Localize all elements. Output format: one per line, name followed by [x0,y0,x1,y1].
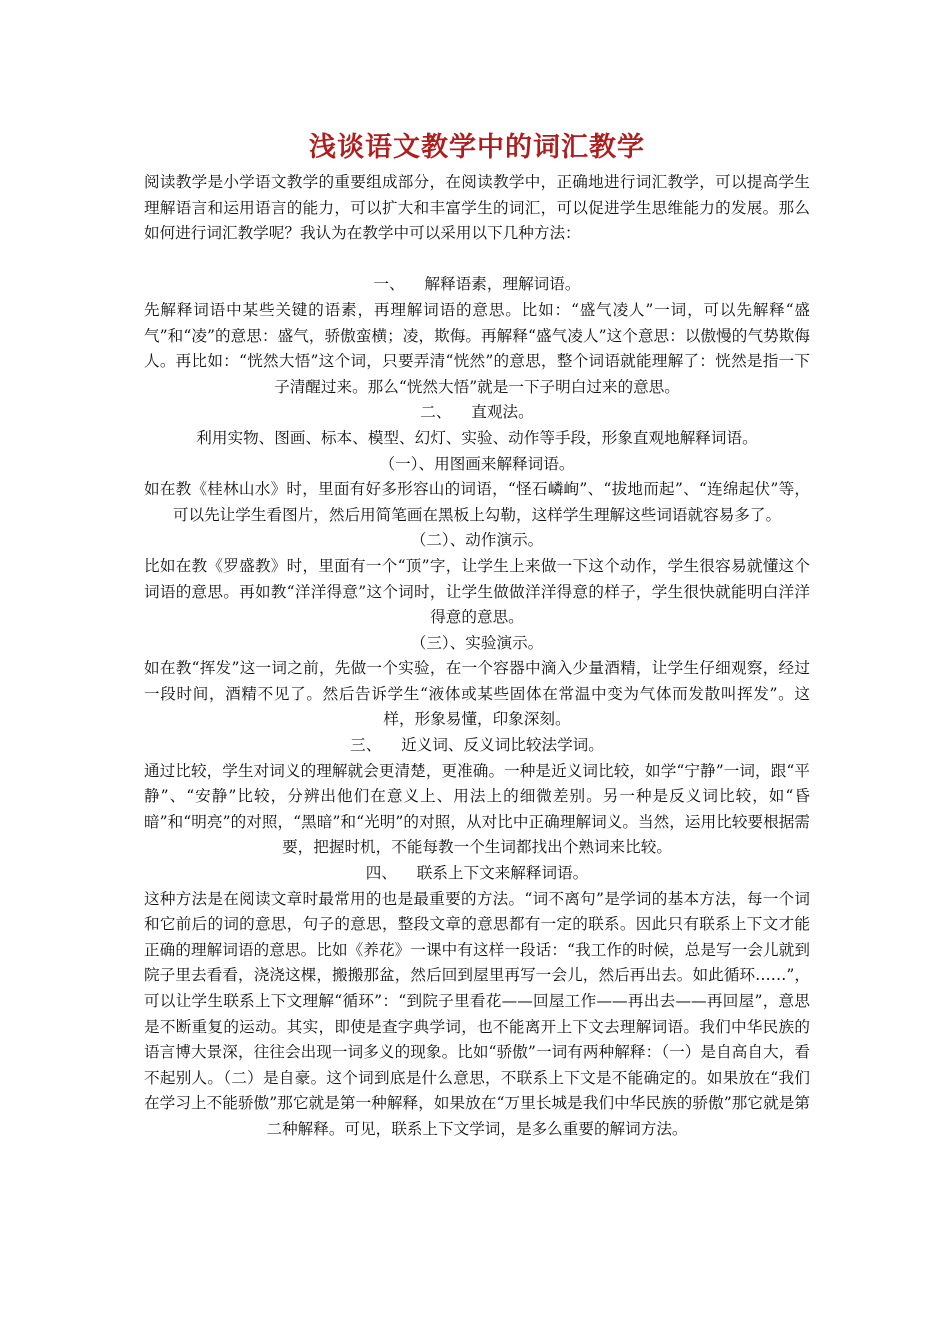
blank-line [144,247,810,273]
section-heading-3: 三、 近义词、反义词比较法学词。 [350,736,604,755]
document-title: 浅谈语文教学中的词汇教学 [309,132,645,163]
section-body-4: 这种方法是在阅读文章时最常用的也是最重要的方法。“词不离句”是学词的基本方法，每一个词和它前后的词的意思，句子的意思，整段文章的意思都有一定的联系。因此只有联系上下文才能正确的理解词语的意思。比如《养花》一课中有这样一段话：“我工作的时候，总是写一会儿就到院子里去看看，浇浇这棵，搬搬那盆，然后回到屋里再写一会儿，然后再出去。如此循环……”，可以让学生联系上下文理解“循环”：“到院子里看花——回屋工作——再出去——再回屋”，意思是不断重复的运动。其实，即使是查字典学词，也不能离开上下文去理解词语。我们中华民族的语言博大景深，往往会出现一词多义的现象。比如“骄傲”一词有两种解释：（一）是自高自大，看不起别人。（二）是自豪。这个词到底是什么意思，不联系上下文是不能确定的。如果放在“我们在学习上不能骄傲”那它就是第一种解释，如果放在“万里长城是我们中华民族的骄傲”那它就是第二种解释。可见，联系上下文学词，是多么重要的解词方法。 [144,889,810,1138]
subsection-heading-1: （一）、用图画来解释词语。 [379,454,575,473]
subsection-body-2: 比如在教《罗盛教》时，里面有一个“顶”字，让学生上来做一下这个动作，学生很容易就懂这个词语的意思。再如教“洋洋得意”这个词时，让学生做做洋洋得意的样子，学生很快就能明白洋洋得意的意思。 [144,556,810,627]
intro-paragraph: 阅读教学是小学语文教学的重要组成部分，在阅读教学中，正确地进行词汇教学，可以提高学生理解语言和运用语言的能力，可以扩大和丰富学生的词汇，可以促进学生思维能力的发展。那么如何进行词汇教学呢？我认为在教学中可以采用以下几种方法： [144,173,810,243]
subsection-body-3: 如在教“挥发”这一词之前，先做一个实验，在一个容器中滴入少量酒精，让学生仔细观察，经过一段时间，酒精不见了。然后告诉学生“液体或某些固体在常温中变为气体而发散叫挥发”。这样，形象易懂，印象深刻。 [144,659,810,729]
document-body [144,128,810,1143]
subsection-heading-2: （二）、动作演示。 [410,531,544,550]
subsection-heading-3: （三）、实验演示。 [410,633,544,652]
section-heading-1: 一、 解释语素，理解词语。 [373,275,581,294]
section-body-1: 先解释词语中某些关键的语素，再理解词语的意思。比如：“盛气凌人”一词，可以先解释“盛气”和“凌”的意思：盛气，骄傲蛮横；凌，欺侮。再解释“盛气凌人”这个意思：以傲慢的气势欺侮人。再比如：“恍然大悟”这个词，只要弄清“恍然”的意思，整个词语就能理解了：恍然是指一下子清醒过来。那么“恍然大悟”就是一下子明白过来的意思。 [144,300,810,396]
subsection-body-1: 如在教《桂林山水》时，里面有好多形容山的词语，“怪石嶙峋”、“拔地而起”、“连绵起伏”等，可以先让学生看图片，然后用简笔画在黑板上勾勒，这样学生理解这些词语就容易多了。 [144,480,810,524]
section-body-3: 通过比较，学生对词义的理解就会更清楚，更准确。一种是近义词比较，如学“宁静”一词，跟“平静”、“安静”比较，分辨出他们在意义上、用法上的细微差别。另一种是反义词比较，如“昏暗”和“明亮”的对照，“黑暗”和“光明”的对照，从对比中正确理解词义。当然，运用比较要根据需要，把握时机，不能每教一个生词都找出个熟词来比较。 [144,761,810,857]
section-heading-2: 二、 直观法。 [420,403,534,422]
section-heading-4: 四、 联系上下文来解释词语。 [365,864,589,883]
section-body-2: 利用实物、图画、标本、模型、幻灯、实验、动作等手段，形象直观地解释词语。 [196,428,758,447]
